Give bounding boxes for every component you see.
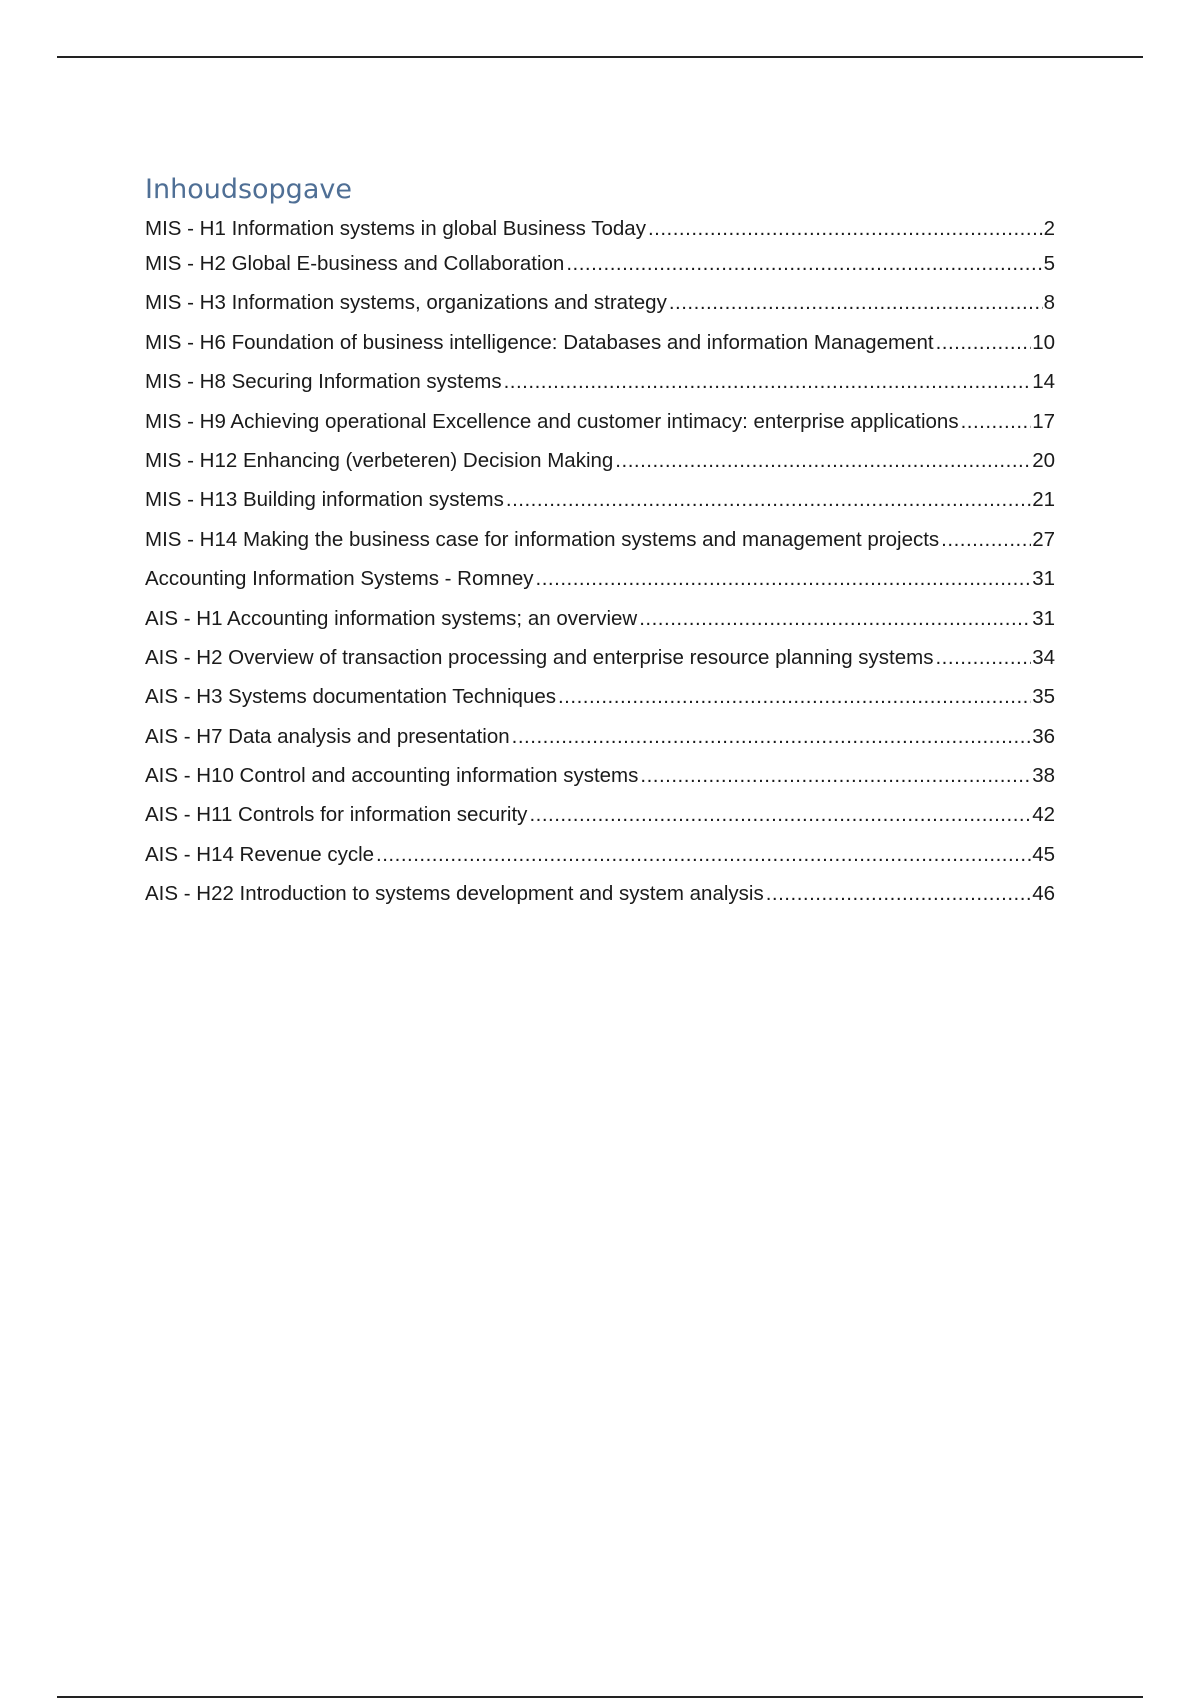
toc-dot-leader xyxy=(512,717,1032,756)
toc-dot-leader xyxy=(640,756,1031,795)
toc-entry-page-number: 8 xyxy=(1043,291,1055,315)
toc-entry-page-number: 10 xyxy=(1032,330,1055,354)
toc-entry[interactable] xyxy=(145,362,1055,401)
toc-entry-title: AIS - H22 Introduction to systems development and system analysis xyxy=(145,882,764,906)
toc-entry[interactable] xyxy=(145,244,1055,283)
toc-entry-page-number: 31 xyxy=(1032,606,1055,630)
toc-entry[interactable] xyxy=(145,559,1055,598)
toc-entry-title: MIS - H1 Information systems in global Business Today xyxy=(145,217,646,240)
toc-dot-leader xyxy=(639,599,1031,638)
toc-heading: Inhoudsopgave xyxy=(145,174,352,205)
toc-dot-leader xyxy=(941,520,1031,559)
toc-entry[interactable] xyxy=(145,480,1055,519)
toc-entry-title: AIS - H11 Controls for information security xyxy=(145,803,528,827)
toc-entry-title: AIS - H1 Accounting information systems; an overview xyxy=(145,606,638,630)
table-of-contents xyxy=(145,170,1055,914)
toc-entry-title: AIS - H10 Control and accounting information systems xyxy=(145,764,639,788)
toc-list xyxy=(145,214,1055,914)
toc-entry-page-number: 31 xyxy=(1032,567,1055,591)
toc-entry[interactable] xyxy=(145,717,1055,756)
toc-entry[interactable] xyxy=(145,520,1055,559)
toc-dot-leader xyxy=(504,362,1032,401)
toc-entry[interactable] xyxy=(145,599,1055,638)
toc-entry[interactable] xyxy=(145,283,1055,322)
toc-dot-leader xyxy=(961,402,1032,441)
toc-dot-leader xyxy=(766,874,1031,913)
toc-entry-page-number: 45 xyxy=(1032,842,1055,866)
toc-entry[interactable] xyxy=(145,402,1055,441)
toc-entry-title: MIS - H6 Foundation of business intelligence: Databases and information Management xyxy=(145,330,934,354)
toc-entry-title: MIS - H3 Information systems, organizations and strategy xyxy=(145,291,667,315)
toc-entry-title: Accounting Information Systems - Romney xyxy=(145,567,534,591)
toc-entry-title: AIS - H3 Systems documentation Techniques xyxy=(145,685,556,709)
toc-entry-page-number: 35 xyxy=(1032,685,1055,709)
toc-entry[interactable] xyxy=(145,638,1055,677)
toc-entry-page-number: 34 xyxy=(1032,645,1055,669)
toc-entry-page-number: 2 xyxy=(1043,217,1055,240)
toc-entry-title: MIS - H8 Securing Information systems xyxy=(145,370,502,394)
toc-entry[interactable] xyxy=(145,441,1055,480)
toc-dot-leader xyxy=(558,677,1031,716)
toc-entry-title: MIS - H13 Building information systems xyxy=(145,488,504,512)
toc-entry[interactable] xyxy=(145,677,1055,716)
toc-entry-title: MIS - H14 Making the business case for information systems and management projects xyxy=(145,527,940,551)
toc-entry-title: MIS - H2 Global E-business and Collaboration xyxy=(145,252,565,275)
toc-entry[interactable] xyxy=(145,835,1055,874)
toc-entry-page-number: 46 xyxy=(1032,882,1055,906)
toc-entry[interactable] xyxy=(145,214,1055,244)
toc-entry-page-number: 27 xyxy=(1032,527,1055,551)
toc-entry[interactable] xyxy=(145,795,1055,834)
toc-dot-leader xyxy=(648,214,1043,244)
toc-entry-page-number: 36 xyxy=(1032,724,1055,748)
toc-entry-page-number: 5 xyxy=(1043,252,1055,275)
toc-entry-title: AIS - H2 Overview of transaction processing and enterprise resource planning systems xyxy=(145,645,934,669)
footer-rule xyxy=(57,1696,1143,1698)
toc-entry-title: MIS - H12 Enhancing (verbeteren) Decision Making xyxy=(145,448,614,472)
toc-dot-leader xyxy=(936,323,1032,362)
toc-entry[interactable] xyxy=(145,323,1055,362)
toc-entry-page-number: 38 xyxy=(1032,764,1055,788)
toc-entry-title: AIS - H7 Data analysis and presentation xyxy=(145,724,510,748)
toc-entry-title: AIS - H14 Revenue cycle xyxy=(145,842,375,866)
toc-entry-page-number: 42 xyxy=(1032,803,1055,827)
toc-dot-leader xyxy=(529,795,1031,834)
header-rule xyxy=(57,56,1143,58)
toc-dot-leader xyxy=(376,835,1031,874)
toc-dot-leader xyxy=(566,244,1042,283)
toc-entry-page-number: 17 xyxy=(1032,409,1055,433)
toc-dot-leader xyxy=(536,559,1032,598)
toc-dot-leader xyxy=(669,283,1043,322)
toc-entry[interactable] xyxy=(145,756,1055,795)
toc-dot-leader xyxy=(506,480,1031,519)
toc-entry-page-number: 20 xyxy=(1032,448,1055,472)
toc-entry-page-number: 14 xyxy=(1032,370,1055,394)
toc-dot-leader xyxy=(935,638,1031,677)
toc-entry[interactable] xyxy=(145,874,1055,913)
toc-entry-page-number: 21 xyxy=(1032,488,1055,512)
toc-entry-title: MIS - H9 Achieving operational Excellence and customer intimacy: enterprise applications xyxy=(145,409,959,433)
toc-dot-leader xyxy=(615,441,1031,480)
